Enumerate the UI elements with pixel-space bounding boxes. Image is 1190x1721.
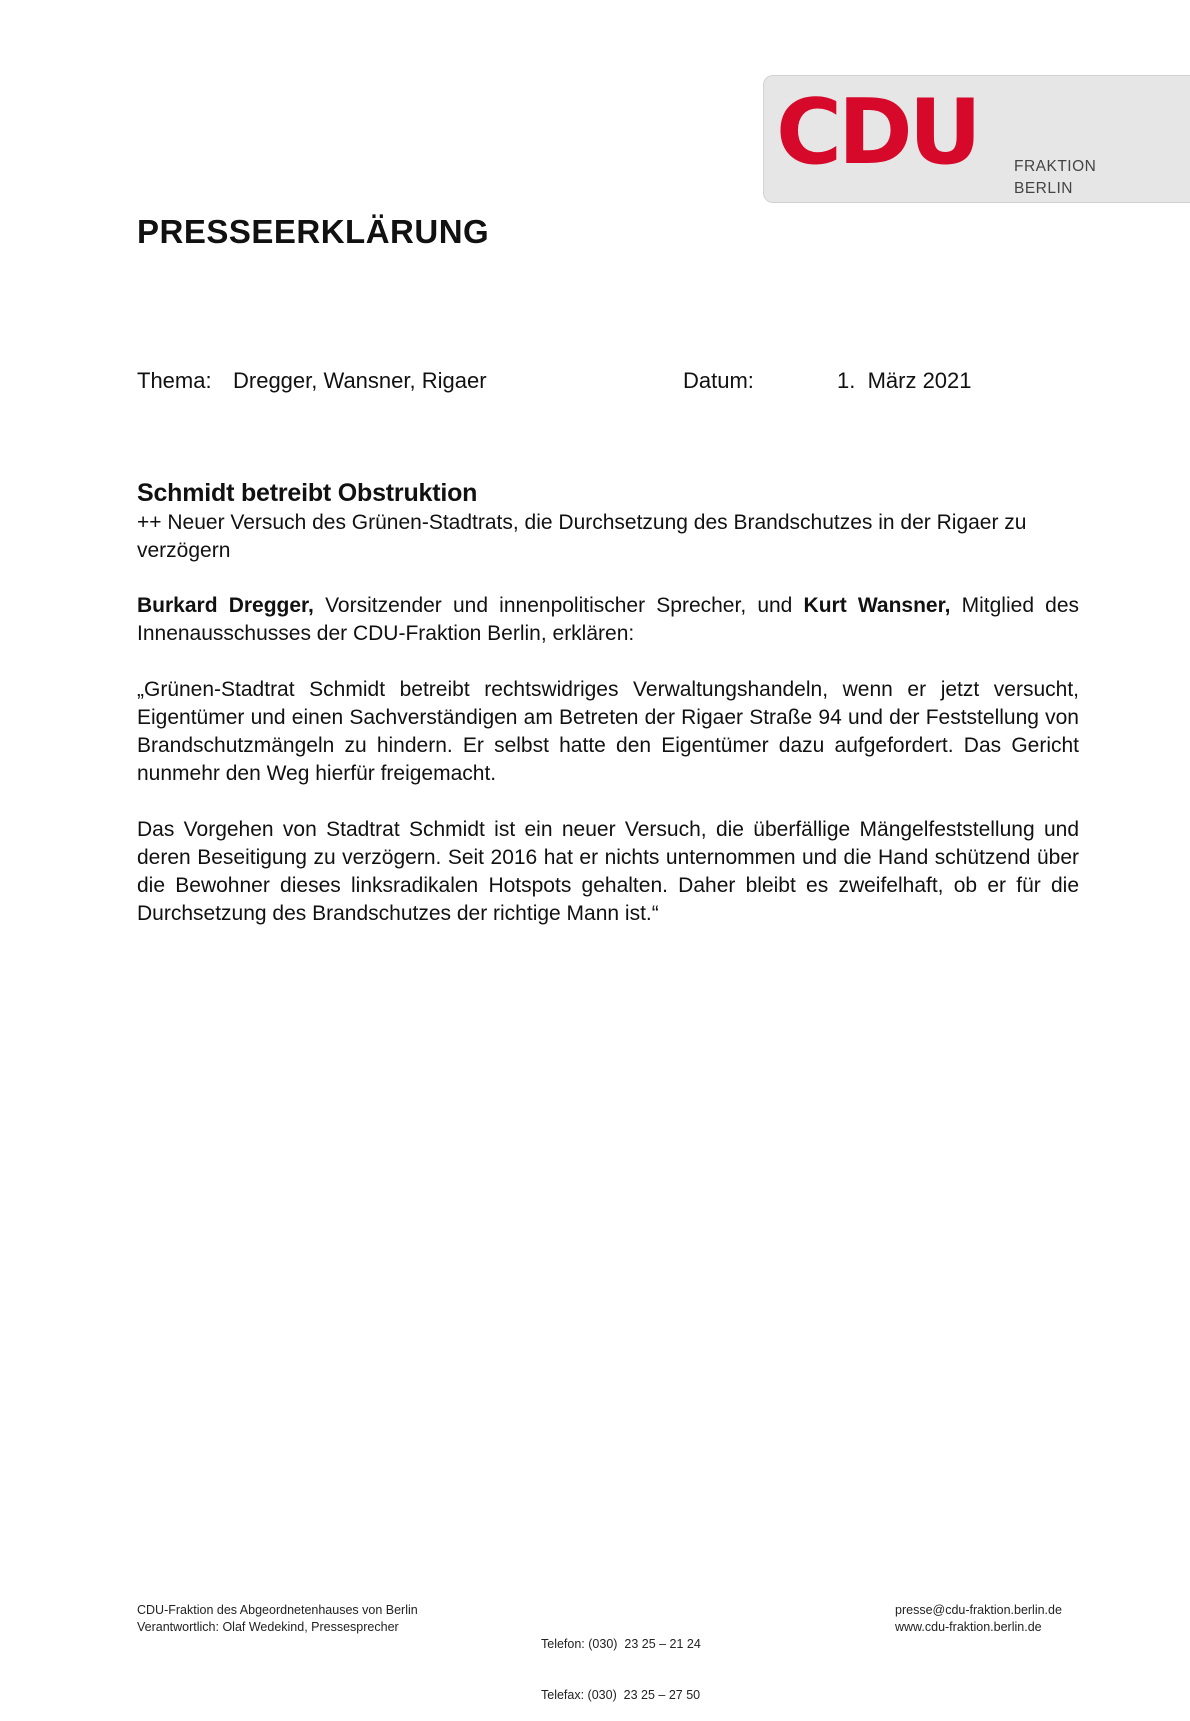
quote-paragraph-2: Das Vorgehen von Stadtrat Schmidt ist ein neuer Versuch, die überfällige Mängelfeststellung und deren Beseitigung zu verzögern. Seit 2016 hat er nichts unternommen und die Hand schützend über die Bewohner dieses linksradikalen Hotspots gehalten. Daher bleibt es zweifelhaft, ob er für die Durchsetzung des Brandschutzes der richtige Mann ist.“ [137, 818, 1079, 925]
logo-subtitle [1014, 156, 1096, 200]
article-headline: Schmidt betreibt Obstruktion [137, 479, 478, 507]
footer-middle [541, 1602, 701, 1721]
logo-sub-line1: FRAKTION [1014, 158, 1097, 175]
footer-org: CDU-Fraktion des Abgeordnetenhauses von Berlin [137, 1603, 418, 1617]
article-subline: ++ Neuer Versuch des Grünen-Stadtrats, die Durchsetzung des Brandschutzes in der Rigaer zu verzögern [137, 511, 1027, 562]
logo-mark: CDU [776, 80, 978, 185]
page-title: PRESSEERKLÄRUNG [137, 213, 490, 250]
footer-email-link[interactable]: presse@cdu-fraktion.berlin.de [895, 1603, 1062, 1617]
intro-text-1: Vorsitzender und innenpolitischer Sprecher, und [313, 594, 804, 617]
footer-responsible: Verantwortlich: Olaf Wedekind, Pressesprecher [137, 1620, 399, 1634]
speaker-name-2: Kurt Wansner, [803, 594, 951, 617]
footer-right [895, 1602, 1062, 1636]
quote-paragraph-1: „Grünen-Stadtrat Schmidt betreibt rechtswidriges Verwaltungshandeln, wenn er jetzt versucht, Eigentümer und einen Sachverständigen am Betreten der Rigaer Straße 94 und der Feststellung von Brandschutzmängeln zu hindern. Er selbst hatte den Eigentümer dazu aufgefordert. Das Gericht nunmehr den Weg hierfür freigemacht. [137, 678, 1079, 785]
thema-value: Dregger, Wansner, Rigaer [233, 368, 487, 393]
thema-label: Thema: [137, 368, 212, 393]
speaker-name-1: Burkard Dregger, [137, 594, 314, 617]
datum-value: 1. März 2021 [837, 368, 972, 393]
intro-text-2: Mitglied des Innenausschusses der CDU-Fraktion Berlin, erklären: [137, 594, 1080, 645]
logo [763, 75, 1190, 203]
datum-label: Datum: [683, 368, 754, 393]
footer-web-link[interactable]: www.cdu-fraktion.berlin.de [895, 1620, 1042, 1634]
footer-left [137, 1602, 418, 1636]
logo-sub-line2: BERLIN [1014, 180, 1073, 197]
footer-phone: Telefon: (030) 23 25 – 21 24 [541, 1637, 701, 1651]
footer-fax: Telefax: (030) 23 25 – 27 50 [541, 1688, 701, 1702]
intro-paragraph [137, 592, 1079, 648]
